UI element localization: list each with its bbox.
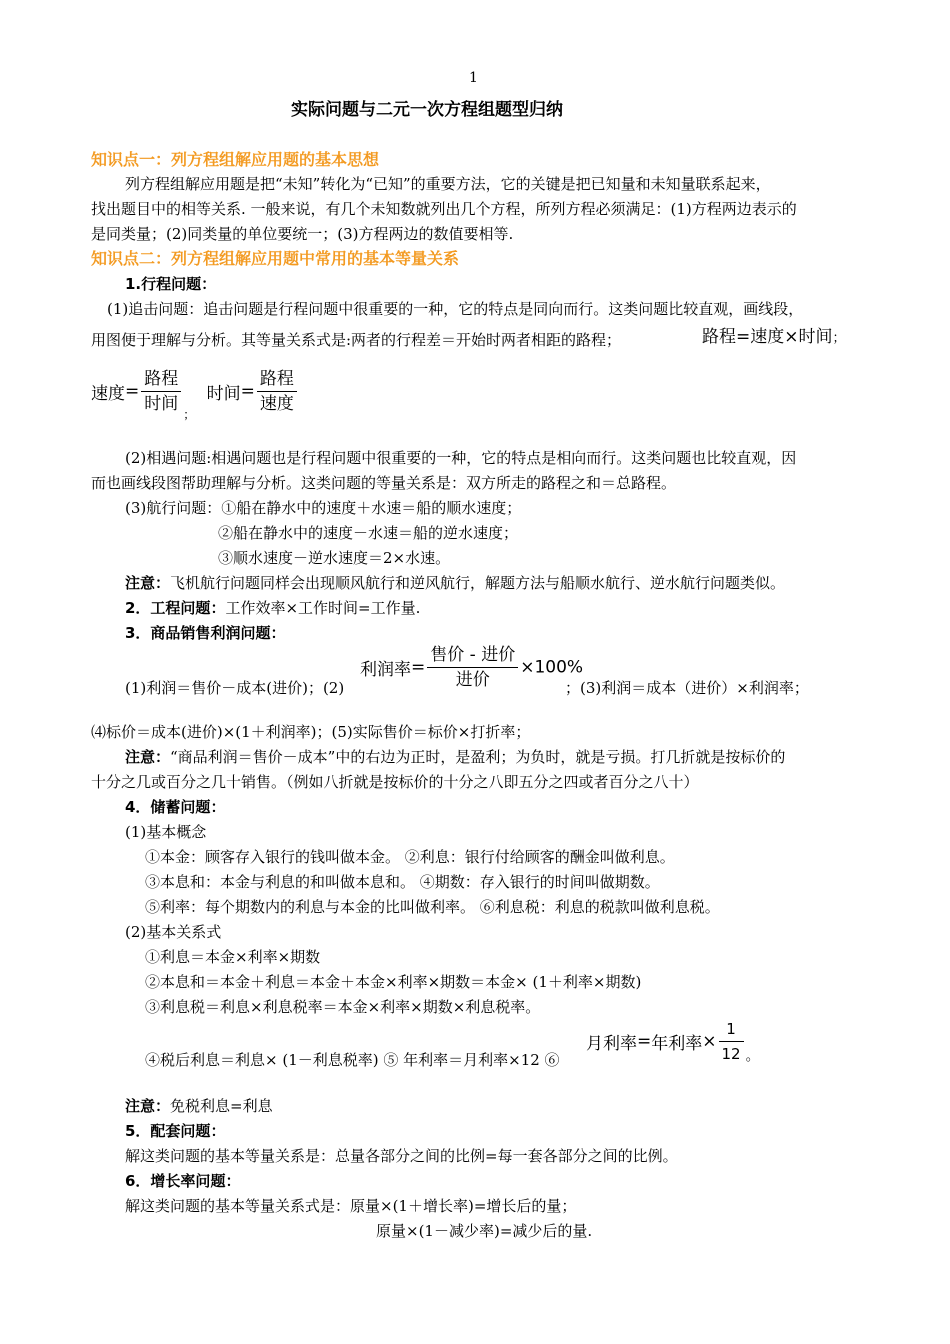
k1-line-3: 是同类量；(2)同类量的单位要统一；(3)方程两边的数值要相等. (91, 225, 514, 243)
formula-term: 路程 (702, 327, 736, 347)
k1-line-2: 找出题目中的相等关系. 一般来说，有几个未知数就列出几个方程，所列方程必须满足：(1)方程两边表示的 (91, 200, 797, 218)
formula-profit-rate (360, 644, 583, 691)
fraction-numerator: 1 (719, 1018, 744, 1042)
fraction-profit (427, 644, 518, 691)
formula-punct: ； (183, 407, 196, 422)
formula-operator: × (702, 1031, 717, 1052)
formula-operator: = (125, 381, 140, 402)
engineering-text: 工作效率×工作时间=工作量. (225, 599, 421, 617)
travel-p3-line-3: ③顺水速度－逆水速度＝2×水速。 (218, 549, 451, 567)
savings-relation-line-3: ③利息税＝利息×利息税率＝本金×利率×期数×利息税率。 (145, 998, 541, 1016)
fraction-denominator: 时间 (144, 394, 179, 414)
subsection-engineering: 2．工程问题： (125, 599, 226, 617)
formula-punct: 。 (745, 1048, 760, 1065)
formula-monthly-rate (586, 1018, 760, 1066)
note-text: “商品利润＝售价－成本”中的右边为正时，是盈利；为负时，就是亏损。打几折就是按标价的 (170, 748, 786, 766)
section-heading-k2: 知识点二：列方程组解应用题中常用的基本等量关系 (91, 249, 460, 268)
formula-term: 速度 (750, 327, 785, 347)
profit-line-1a: (1)利润＝售价－成本(进价)；(2) (125, 679, 345, 697)
fraction-denominator: 进价 (455, 670, 490, 690)
formula-operator: × (784, 327, 799, 347)
fraction-monthly (719, 1018, 744, 1065)
k1-line-1: 列方程组解应用题是把“未知”转化为“已知”的重要方法，它的关键是把已知量和未知量联系起来， (125, 175, 771, 193)
subsection-savings: 4．储蓄问题： (125, 798, 226, 816)
savings-relation-line-4: ④税后利息＝利息× (1－利息税率) ⑤ 年利率＝月利率×12 ⑥ (145, 1051, 560, 1069)
fraction-numerator: 路程 (257, 368, 297, 392)
note-label: 注意： (125, 748, 171, 766)
note-tax-free (125, 1096, 273, 1116)
profit-line-1b: ；(3)利润＝成本（进价）×利润率； (565, 679, 809, 697)
travel-p1-line-2: 用图便于理解与分析。其等量关系式是:两者的行程差＝开始时两者相距的路程； (91, 331, 622, 349)
formula-operator: = (637, 1031, 652, 1052)
engineering-problem (125, 598, 420, 618)
profit-line-2: ⑷标价＝成本(进价)×(1＋利润率)；(5)实际售价＝标价×打折率； (91, 723, 531, 741)
savings-relations-heading: (2)基本关系式 (125, 923, 222, 941)
fraction-denominator: 12 (721, 1045, 741, 1063)
formula-term: 速度 (91, 384, 125, 404)
savings-concepts-heading: (1)基本概念 (125, 823, 207, 841)
formula-punct: ； (832, 331, 846, 346)
travel-p3-line-2: ②船在静水中的速度－水速＝船的逆水速度； (218, 524, 519, 542)
savings-relation-line-2: ②本息和＝本金＋利息＝本金＋本金×利率×期数＝本金× (1＋利率×期数) (145, 973, 642, 991)
formula-term: ×100% (520, 657, 584, 678)
formula-speed-time (91, 368, 299, 423)
note-profit-line-2: 十分之几或百分之几十销售。（例如八折就是按标价的十分之八即五分之四或者百分之八十） (91, 773, 699, 791)
formula-term: 月利率 (586, 1034, 637, 1054)
formula-term: 年利率 (651, 1034, 703, 1054)
savings-concept-line-2: ③本息和：本金与利息的和叫做本息和。 ④期数：存入银行的时间叫做期数。 (145, 873, 660, 891)
formula-operator: = (240, 381, 255, 402)
subsection-growth: 6．增长率问题： (125, 1172, 241, 1190)
savings-concept-line-3: ⑤利率：每个期数内的利息与本金的比叫做利率。 ⑥利息税：利息的税款叫做利息税。 (145, 898, 720, 916)
section-heading-k1: 知识点一：列方程组解应用题的基本思想 (91, 150, 380, 169)
fraction-denominator: 速度 (259, 394, 294, 414)
fraction-speed (141, 368, 181, 415)
fraction-numerator: 路程 (141, 368, 181, 392)
note-text: 飞机航行问题同样会出现顺风航行和逆风航行，解题方法与船顺水航行、逆水航行问题类似。 (170, 574, 786, 592)
formula-operator: = (736, 327, 751, 347)
fraction-numerator: 售价 - 进价 (427, 644, 518, 668)
formula-term: 时间 (206, 384, 241, 404)
matching-text: 解这类问题的基本等量关系是：总量各部分之间的比例=每一套各部分之间的比例。 (125, 1147, 678, 1165)
note-text: 免税利息=利息 (170, 1097, 273, 1115)
subsection-travel: 1.行程问题： (125, 275, 217, 293)
note-label: 注意： (125, 1097, 171, 1115)
document-title: 实际问题与二元一次方程组题型归纳 (291, 100, 563, 120)
subsection-matching: 5．配套问题： (125, 1122, 226, 1140)
formula-term: 时间 (798, 327, 833, 347)
growth-line-1: 解这类问题的基本等量关系式是：原量×(1＋增长率)=增长后的量； (125, 1197, 577, 1215)
note-profit-line-1 (125, 747, 785, 767)
savings-concept-line-1: ①本金：顾客存入银行的钱叫做本金。 ②利息：银行付给顾客的酬金叫做利息。 (145, 848, 675, 866)
note-label: 注意： (125, 574, 171, 592)
formula-term: 利润率 (360, 660, 411, 680)
travel-p3-line-1: (3)航行问题：①船在静水中的速度＋水速＝船的顺水速度； (125, 499, 522, 517)
growth-line-2: 原量×(1－减少率)=减少后的量. (376, 1222, 593, 1240)
note-aviation (125, 573, 785, 593)
page-number: 1 (469, 70, 478, 86)
travel-p1-line-1: (1)追击问题：追击问题是行程问题中很重要的一种，它的特点是同向而行。这类问题比较直观，画线段， (107, 300, 804, 318)
travel-p2-line-1: (2)相遇问题:相遇问题也是行程问题中很重要的一种，它的特点是相向而行。这类问题也比较直观，因 (125, 449, 797, 467)
formula-distance (702, 322, 846, 347)
fraction-time (257, 368, 297, 415)
travel-p2-line-2: 而也画线段图帮助理解与分析。这类问题的等量关系是：双方所走的路程之和＝总路程。 (91, 474, 677, 492)
formula-operator: = (411, 657, 426, 678)
savings-relation-line-1: ①利息＝本金×利率×期数 (145, 948, 321, 966)
subsection-profit: 3．商品销售利润问题： (125, 624, 286, 642)
